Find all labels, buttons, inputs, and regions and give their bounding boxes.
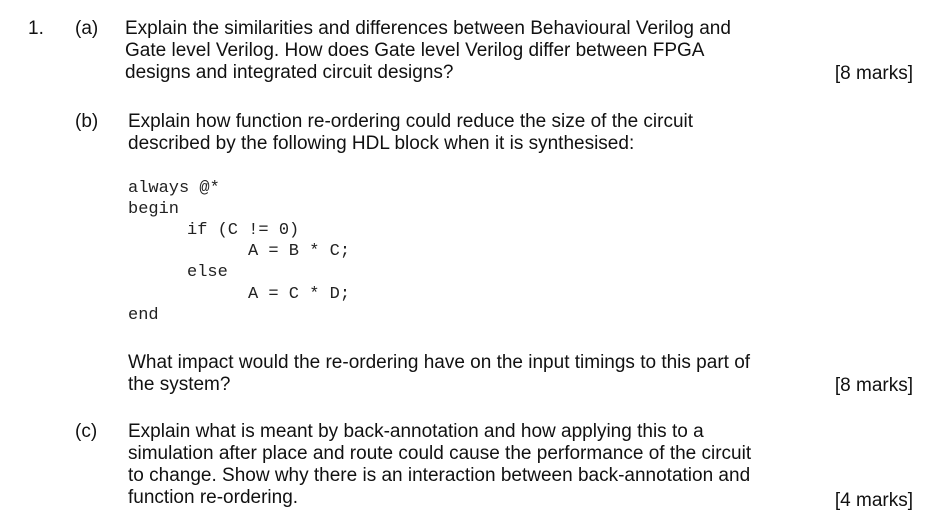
part-b-text <box>128 111 795 155</box>
part-c-marks: [4 marks] <box>834 490 913 511</box>
part-a-marks: [8 marks] <box>834 63 913 84</box>
text-line: simulation after place and route could cause the performance of the circuit <box>128 443 752 464</box>
text-line: Explain how function re-ordering could reduce the size of the circuit <box>128 111 694 132</box>
code-line: always @* <box>128 179 220 198</box>
code-line: A = C * D; <box>248 285 351 304</box>
part-a-text <box>125 18 795 84</box>
text-line: function re-ordering. <box>128 487 299 508</box>
text-line: the system? <box>128 374 231 395</box>
code-line: begin <box>128 200 180 219</box>
text-line: Explain what is meant by back-annotation and how applying this to a <box>128 421 704 442</box>
part-b-followup <box>128 352 795 396</box>
part-b-marks: [8 marks] <box>834 375 913 396</box>
part-b-label: (b) <box>75 111 99 132</box>
question-number: 1. <box>28 18 44 39</box>
part-c-label: (c) <box>75 421 98 442</box>
text-line: to change. Show why there is an interaction between back-annotation and <box>128 465 751 486</box>
text-line: designs and integrated circuit designs? <box>125 62 454 83</box>
text-line: described by the following HDL block when it is synthesised: <box>128 133 635 154</box>
text-line: Explain the similarities and differences between Behavioural Verilog and <box>125 18 731 39</box>
code-line: end <box>128 306 159 325</box>
part-a-label: (a) <box>75 18 99 39</box>
code-line: else <box>187 263 228 282</box>
part-c-text <box>128 421 795 509</box>
text-line: What impact would the re-ordering have on the input timings to this part of <box>128 352 751 373</box>
code-line: A = B * C; <box>248 242 351 261</box>
text-line: Gate level Verilog. How does Gate level Verilog differ between FPGA <box>125 40 705 61</box>
code-line: if (C != 0) <box>187 221 300 240</box>
